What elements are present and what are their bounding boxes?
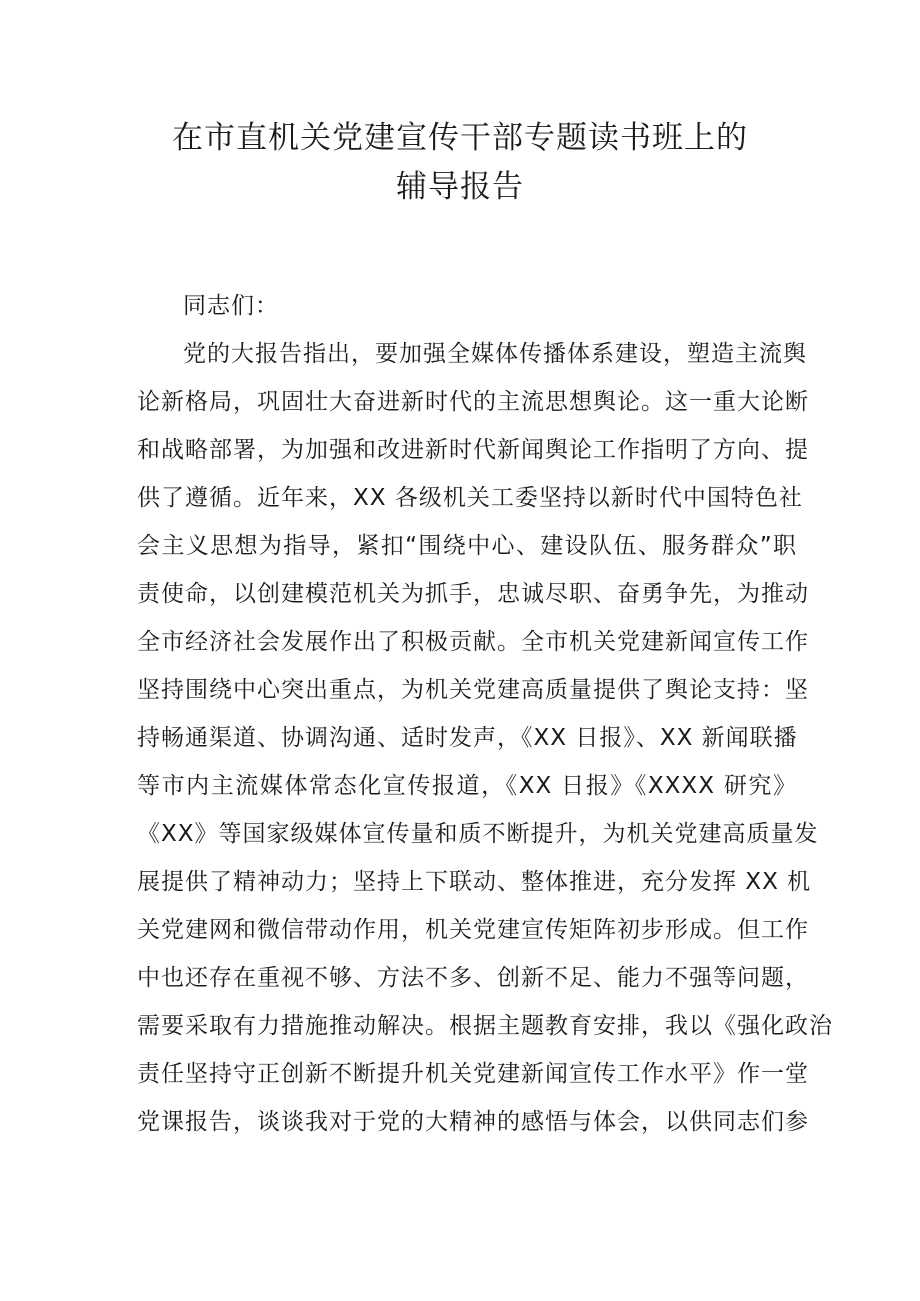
paragraph-line: 持畅通渠道、协调沟通、适时发声，《XX 日报》、XX 新闻联播 (137, 725, 798, 751)
greeting: 同志们： (183, 293, 279, 319)
paragraph-line: 关党建网和微信带动作用，机关党建宣传矩阵初步形成。但工作 (137, 917, 809, 943)
paragraph-line: 和战略部署，为加强和改进新时代新闻舆论工作指明了方向、提 (137, 437, 809, 463)
paragraph-line: 《XX》等国家级媒体宣传量和质不断提升，为机关党建高质量发 (137, 821, 819, 847)
paragraph-line: 责任坚持守正创新不断提升机关党建新闻宣传工作水平》作一堂 (137, 1061, 809, 1087)
paragraph-line: 中也还存在重视不够、方法不多、创新不足、能力不强等问题， (137, 965, 809, 991)
paragraph-line: 会主义思想为指导，紧扣“围绕中心、建设队伍、服务群众”职 (137, 533, 797, 559)
paragraph-line: 责使命，以创建模范机关为抓手，忠诚尽职、奋勇争先，为推动 (137, 581, 809, 607)
paragraph-line: 需要采取有力措施推动解决。根据主题教育安排，我以《强化政治 (137, 1013, 833, 1039)
paragraph-line: 坚持围绕中心突出重点，为机关党建高质量提供了舆论支持：坚 (137, 677, 809, 703)
document-title-line-1: 在市直机关党建宣传干部专题读书班上的 (172, 120, 748, 156)
paragraph-line: 党课报告，谈谈我对于党的大精神的感悟与体会，以供同志们参 (137, 1109, 809, 1135)
paragraph-line: 供了遵循。近年来，XX 各级机关工委坚持以新时代中国特色社 (137, 485, 803, 511)
document-title-line-2: 辅导报告 (396, 169, 524, 205)
paragraph-line: 党的大报告指出，要加强全媒体传播体系建设，塑造主流舆 (183, 341, 807, 367)
paragraph-line: 等市内主流媒体常态化宣传报道，《XX 日报》《XXXX 研究》 (137, 773, 797, 799)
paragraph-line: 论新格局，巩固壮大奋进新时代的主流思想舆论。这一重大论断 (137, 389, 809, 415)
paragraph-line: 展提供了精神动力；坚持上下联动、整体推进，充分发挥 XX 机 (137, 869, 812, 895)
paragraph-line: 全市经济社会发展作出了积极贡献。全市机关党建新闻宣传工作 (137, 629, 809, 655)
body-paragraph (137, 330, 833, 1146)
